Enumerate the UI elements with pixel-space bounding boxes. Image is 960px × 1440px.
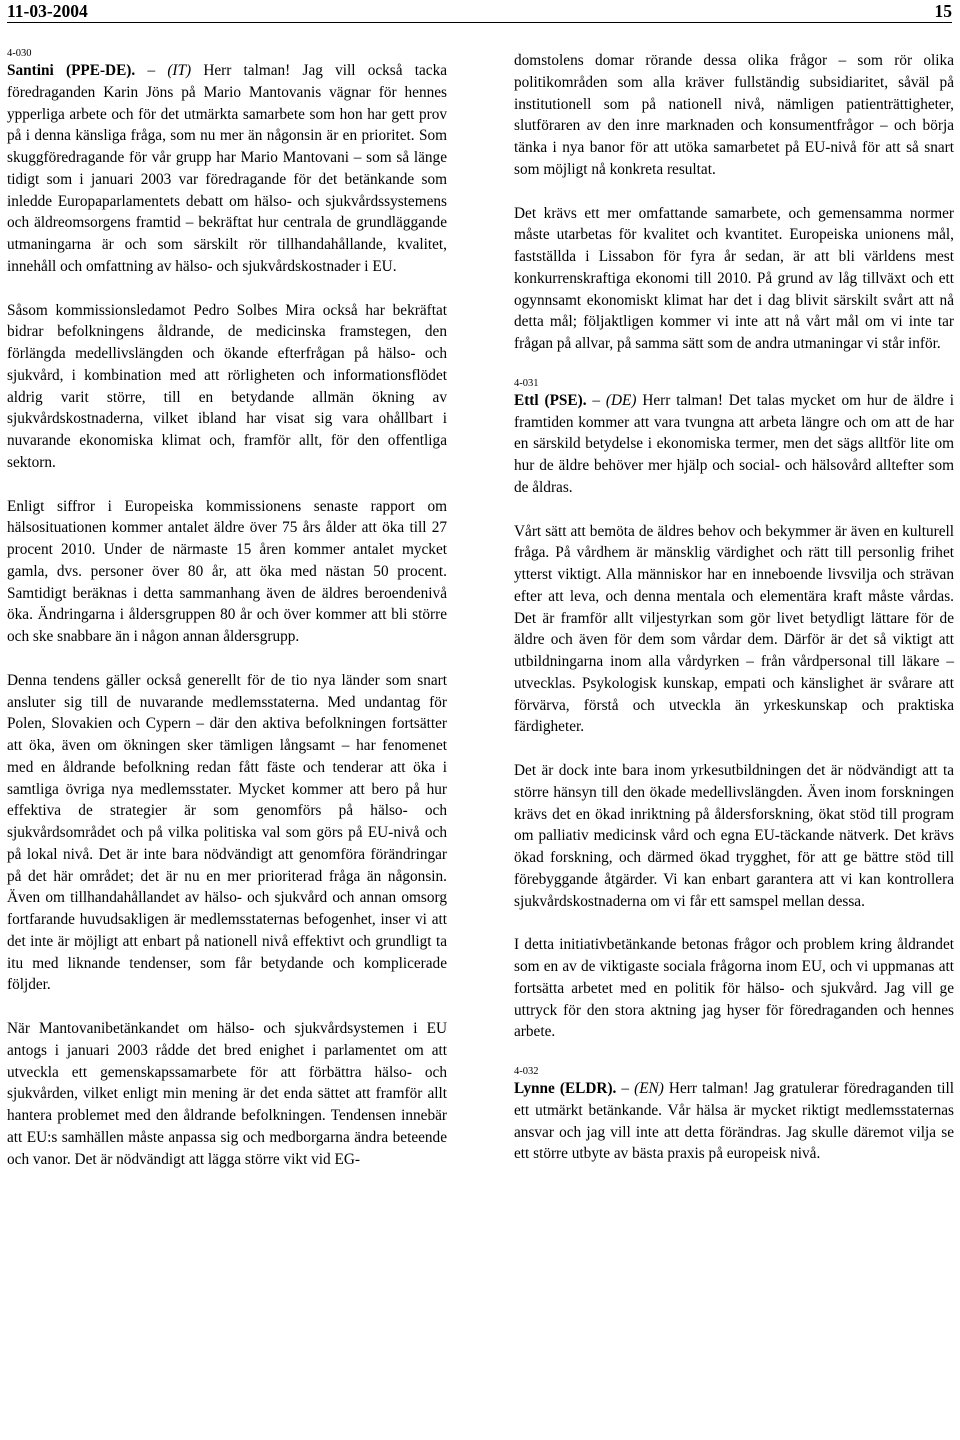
speaker-name: Ettl (PSE).: [514, 391, 587, 409]
speech-code: 4-030: [7, 48, 32, 59]
header-date: 11-03-2004: [7, 1, 88, 21]
speech-paragraph: [514, 390, 954, 499]
language-tag: (EN): [634, 1080, 664, 1097]
speaker-name: Lynne (ELDR).: [514, 1080, 617, 1097]
speech-text: Herr talman! Jag gratulerar föredraganden till ett utmärkt betänkande. Vår hälsa är mycket riktigt medlemsstaternas ansvar och jag vill inte att detta förändras. Jag skulle däremot vilja se ett större utbyte av bästa praxis på europeisk nivå.: [514, 1080, 955, 1163]
speech-code: 4-031: [514, 377, 539, 389]
paragraph: I detta initiativbetänkande betonas frågor och problem kring åldrandet som en av de viktigaste sociala frågorna inom EU, och vi uppmanas att fortsätta arbetet med en politik för hälso- och sjukvård. Jag vill ge uttryck för den stora aktning jag hyser för föredraganden och hennes arbete.: [514, 936, 954, 1041]
speech-paragraph: [7, 60, 447, 278]
language-tag: (IT): [167, 62, 192, 79]
speaker-name: Santini (PPE-DE).: [7, 62, 136, 79]
speech-code: 4-032: [514, 1066, 539, 1077]
paragraph: Det är dock inte bara inom yrkesutbildningen det är nödvändigt att ta större hänsyn till den ökade medellivslängden. Även inom forskningen krävs det en ökad inriktning på åldersforskning, ökat stöd till program om palliativ medicinsk vård och egna EU-täckande nätverk. Det krävs ökad forskning, och därmed ökad trygghet, för att ge bättre stöd till förebyggande åtgärder. Vi kan enbart garantera att vi kan kontrollera sjukvårdskostnaderna om vi får ett samspel mellan dessa.: [514, 762, 954, 910]
paragraph: Såsom kommissionsledamot Pedro Solbes Mira också har bekräftat bidrar befolkningens åldrande, de medicinska framstegen, den förlängda medellivslängden och ökande efterfrågan på hälso- och sjukvård, i kombination med att rörligheten och informationsflödet aldrig varit större, till en betydande allmän ökning av sjukvårdskostnaderna, vilket ibland har visat sig vara ohållbart i nuvarande ekonomiska klimat och, framför allt, för den offentliga sektorn.: [7, 301, 447, 471]
right-column: [514, 50, 954, 1165]
speech-text: Herr talman! Jag vill också tacka föredraganden Karin Jöns på Mario Mantovanis vägnar för hennes ypperliga arbete och för det utmärkta samarbete som hon har gett prov på i denna känsliga fråga, som nu mer än någonsin är en prioritet. Som skuggföredragande för vår grupp har Mario Mantovani – som så länge tidigt som i januari 2003 var föredragande för det betänkande som inledde Europaparlamentets debatt om hälso- och sjukvårdssystemens och äldreomsorgens framtid – bekräftat hur centrala de grundläggande utmaningarna är och som särskilt rör tillhandahållande, kvalitet, innehåll och omfattning av hälso- och sjukvårdskostnader i EU.: [7, 62, 448, 275]
paragraph: domstolens domar rörande dessa olika frågor – som rör olika politikområden som alla kräver fullständig subsidiaritet, såväl på institutionell som på nationell nivå, nämligen patienträttigheter, slutföraren av den inre marknaden och konsumentfrågor – och börja tänka i nya banor för att utöka samarbetet på EU-nivå för att så snart som möjligt nå konkreta resultat.: [514, 52, 954, 178]
page-header: [7, 0, 952, 23]
left-column: [7, 47, 447, 1170]
paragraph: När Mantovanibetänkandet om hälso- och sjukvårdsystemen i EU antogs i januari 2003 rådde det bred enighet i parlamentet om att utveckla ett gemenskapssamarbete för att förbättra hälso- och sjukvården, vilket enligt min mening är det enda sättet att framför allt hantera problemet med den åldrande befolkningen. Tendensen innebär att EU:s samhällen måste anpassa sig och medborgarna ändra beteende och vanor. Det är nödvändigt att lägga större vikt vid EG-: [7, 1020, 447, 1168]
speech-dash: –: [135, 62, 168, 79]
paragraph: Denna tendens gäller också generellt för de tio nya länder som snart ansluter sig till de nuvarande medlemsstaterna. Med undantag för Polen, Slovakien och Cypern – där den aktiva befolkningen fortsätter att öka, även om ökningen sker tämligen långsamt – har fenomenet med en åldrande befolkning redan fått fäste och tenderar att öka i samtliga övriga nya medlemsstater. Mycket kommer att bero på hur effektiva de strategier är som genomförs på hälso- och sjukvårdsområdet och på vilka politiska val som görs på EU-nivå och på lokal nivå. Det är inte bara nödvändigt att genomföra förändringar på det här området; det är nu en mer prioriterad fråga än någonsin. Även om tillhandahållandet av hälso- och sjukvård och annan omsorg fortfarande huvudsakligen är medlemsstaternas befogenhet, inser vi att det inte är möjligt att enbart på nationell nivå effektivt och grundligt ta itu med liknande tendenser, som får betydande och komplicerade följder.: [7, 671, 447, 994]
speech-dash: –: [616, 1080, 635, 1097]
speech-text: Herr talman! Det talas mycket om hur de äldre i framtiden kommer att vara tvungna att arbeta längre och om att de har en särskild betydelse i ekonomiska termer, men det sägs alltför lite om hur de äldre behöver mer hjälp och social- och hälsovård alltefter som de åldras.: [514, 391, 955, 496]
language-tag: (DE): [605, 391, 637, 409]
paragraph: Vårt sätt att bemöta de äldres behov och bekymmer är även en kulturell fråga. På vårdhem är mänsklig värdighet och rätt till personlig frihet ytterst viktigt. Alla människor har en inneboende livsvilja och strävan efter att leva, och denna mentala och elementära kraft måste vårdas. Det är framför allt viljestyrkan som gör livet betydligt lättare för de äldre och även för dem som vårdar dem. Därför är det så viktigt att utbildningarna inom alla vårdyrken – från vårdpersonal till läkare – utvecklas. Psykologisk kunskap, empati och känslighet är svårare att förvärva, förstå och utveckla än yrkeskunskap och praktiska färdigheter.: [514, 522, 954, 736]
speech-paragraph: [514, 1078, 954, 1165]
paragraph: Det krävs ett mer omfattande samarbete, och gemensamma normer måste utarbetas för kvalitet och kvantitet. Europeiska unionens mål, fastställda i Lissabon för fyra år sedan, är att bli världens mest konkurrenskraftiga ekonomi till 2010. På grund av låg tillväxt och ett ogynnsamt ekonomiskt klimat har det i dag blivit särskilt svårt att nå detta mål; följaktligen kommer vi inte att nå vårt mål om vi inte tar frågan på allvar, på samma sätt som de andra utmaningar vi står inför.: [514, 204, 954, 352]
paragraph: Enligt siffror i Europeiska kommissionens senaste rapport om hälsosituationen kommer antalet äldre över 75 års ålder att öka till 27 procent 2010. Under de närmaste 15 åren kommer antalet mycket gamla, dvs. personer över 80 år, att öka med nästan 50 procent. Samtidigt beräknas i detta sammanhang även de äldres beroendenivå öka. Ändringarna i åldersgruppen 80 år och över kommer att bli större och ske snabbare än i någon annan åldersgrupp.: [7, 497, 447, 645]
speech-dash: –: [586, 391, 606, 409]
page-number: 15: [934, 1, 952, 21]
